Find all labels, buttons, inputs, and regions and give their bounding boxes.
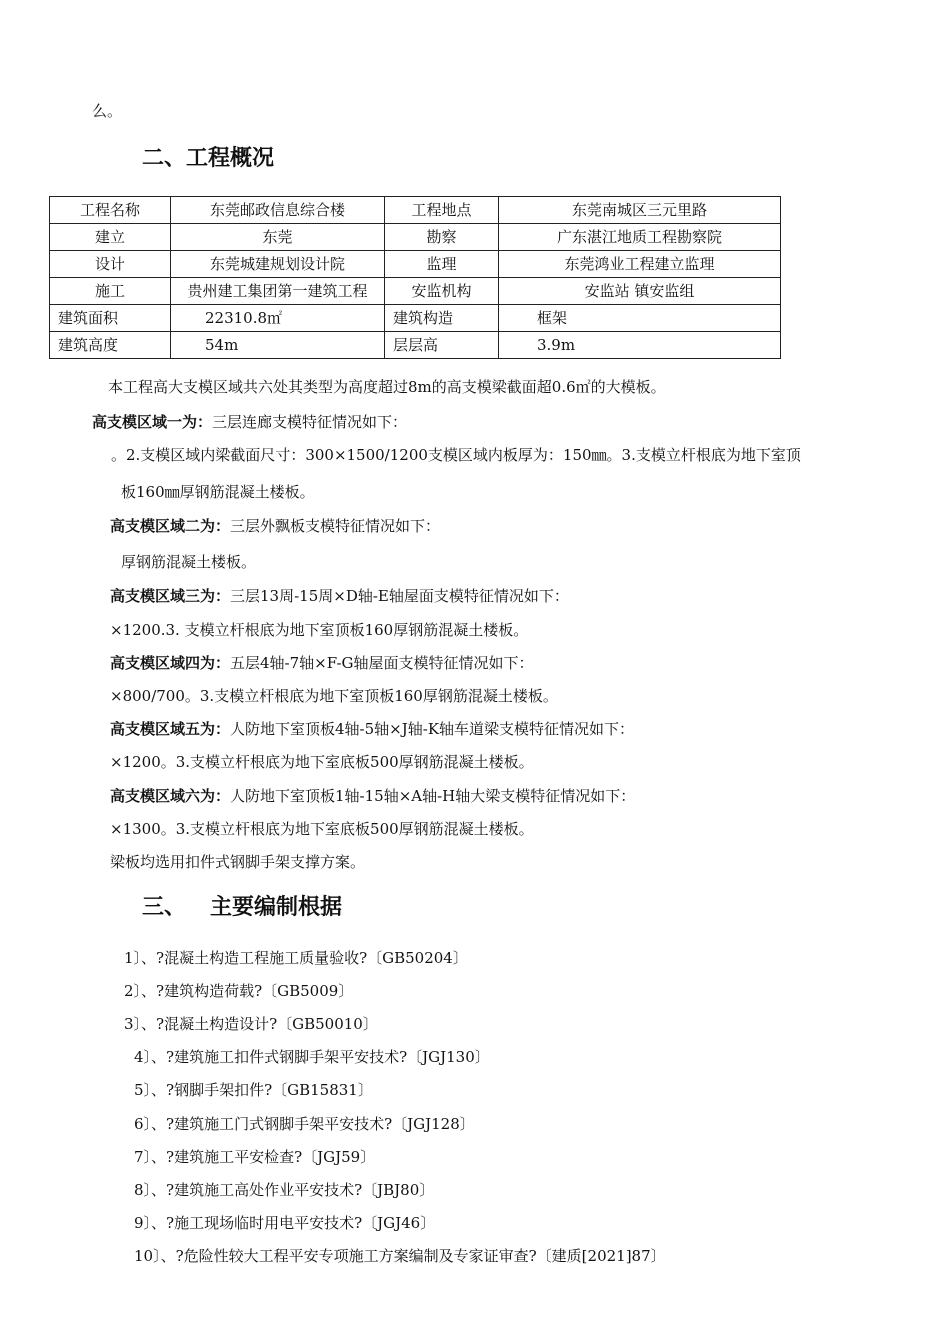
- area-5-line: [110, 719, 634, 739]
- reference-item: 6〕、?建筑施工门式钢脚手架平安技术?〔JGJ128〕: [134, 1115, 475, 1133]
- table-cell-value: 安监站 镇安监组: [499, 278, 781, 305]
- area-5-detail: ×1200。3.支模立杆根底为地下室底板500厚钢筋混凝土楼板。: [110, 753, 534, 771]
- area-3-line: [110, 586, 569, 606]
- table-row: [50, 278, 781, 305]
- table-row: [50, 197, 781, 224]
- table-cell-label: 施工: [50, 278, 171, 305]
- table-cell-value: 框架: [499, 305, 781, 332]
- table-row: [50, 332, 781, 359]
- reference-item: 9〕、?施工现场临时用电平安技术?〔JGJ46〕: [134, 1214, 436, 1232]
- area-3-detail: ×1200.3. 支模立杆根底为地下室顶板160厚钢筋混凝土楼板。: [110, 621, 529, 639]
- table-cell-label: 建筑面积: [50, 305, 171, 332]
- table-cell-label: 工程名称: [50, 197, 171, 224]
- reference-item: 2〕、?建筑构造荷载?〔GB5009〕: [124, 982, 354, 1000]
- section-heading-references: [142, 894, 342, 922]
- section-heading-number: 三、: [142, 895, 187, 920]
- continued-text-fragment: 么。: [92, 102, 123, 120]
- project-overview-table: [49, 196, 781, 359]
- table-cell-value: 东莞南城区三元里路: [499, 197, 781, 224]
- overview-intro: 本工程高大支模区域共六处其类型为高度超过8m的高支模梁截面超0.6㎡的大模板。: [108, 378, 666, 396]
- table-row: [50, 305, 781, 332]
- table-cell-label: 工程地点: [385, 197, 499, 224]
- reference-item: 1〕、?混凝土构造工程施工质量验收?〔GB50204〕: [124, 949, 468, 967]
- area-2-line: [110, 516, 440, 536]
- area-5-label: 高支模区域五为：: [110, 720, 231, 738]
- table-cell-value: 东莞鸿业工程建立监理: [499, 251, 781, 278]
- area-4-detail: ×800/700。3.支模立杆根底为地下室顶板160厚钢筋混凝土楼板。: [110, 687, 558, 705]
- area-1-detail: 。2.支模区域内梁截面尺寸：300×1500/1200支模区域内板厚为：150㎜。3.支模立杆根底为地下室顶: [111, 446, 801, 464]
- area-1-detail: 板160㎜厚钢筋混凝土楼板。: [121, 483, 315, 501]
- area-2-label: 高支模区域二为：: [110, 517, 231, 535]
- table-cell-label: 安监机构: [385, 278, 499, 305]
- reference-item: 7〕、?建筑施工平安检查?〔JGJ59〕: [134, 1148, 376, 1166]
- area-6-detail: ×1300。3.支模立杆根底为地下室底板500厚钢筋混凝土楼板。: [110, 820, 534, 838]
- area-1-text: 三层连廊支模特征情况如下：: [212, 413, 408, 431]
- table-cell-value: 东莞: [171, 224, 385, 251]
- table-cell-label: 建立: [50, 224, 171, 251]
- scheme-conclusion: 梁板均选用扣件式钢脚手架支撑方案。: [110, 853, 366, 871]
- area-6-line: [110, 786, 635, 806]
- table-row: [50, 224, 781, 251]
- table-cell-value: 22310.8㎡: [171, 305, 385, 332]
- table-cell-label: 设计: [50, 251, 171, 278]
- area-4-label: 高支模区域四为：: [110, 654, 231, 672]
- area-3-label: 高支模区域三为：: [110, 587, 231, 605]
- table-cell-value: 广东湛江地质工程勘察院: [499, 224, 781, 251]
- area-1-line: [92, 412, 407, 432]
- area-3-text: 三层13周-15周×D轴-E轴屋面支模特征情况如下：: [230, 587, 569, 605]
- table-cell-label: 建筑构造: [385, 305, 499, 332]
- reference-item: 4〕、?建筑施工扣件式钢脚手架平安技术?〔JGJ130〕: [134, 1048, 490, 1066]
- table-cell-value: 贵州建工集团第一建筑工程: [171, 278, 385, 305]
- table-cell-value: 3.9m: [499, 332, 781, 359]
- table-row: [50, 251, 781, 278]
- table-cell-label: 勘察: [385, 224, 499, 251]
- area-2-detail: 厚钢筋混凝土楼板。: [121, 553, 257, 571]
- table-cell-label: 层层高: [385, 332, 499, 359]
- table-cell-value: 54m: [171, 332, 385, 359]
- section-heading-project-overview: 二、工程概况: [142, 146, 275, 171]
- reference-item: 8〕、?建筑施工高处作业平安技术?〔JBJ80〕: [134, 1181, 435, 1199]
- section-heading-title: 主要编制根据: [210, 895, 343, 920]
- area-6-text: 人防地下室顶板1轴-15轴×A轴-H轴大梁支模特征情况如下：: [230, 787, 636, 805]
- area-5-text: 人防地下室顶板4轴-5轴×J轴-K轴车道梁支模特征情况如下：: [230, 720, 635, 738]
- reference-item: 5〕、?钢脚手架扣件?〔GB15831〕: [134, 1081, 373, 1099]
- reference-item: 10〕、?危险性较大工程平安专项施工方案编制及专家证审查?〔建质[2021]87〕: [134, 1247, 666, 1265]
- area-1-label: 高支模区域一为：: [92, 413, 213, 431]
- area-4-line: [110, 653, 534, 673]
- table-cell-label: 建筑高度: [50, 332, 171, 359]
- area-6-label: 高支模区域六为：: [110, 787, 231, 805]
- area-2-text: 三层外飘板支模特征情况如下：: [230, 517, 441, 535]
- area-4-text: 五层4轴-7轴×F-G轴屋面支模特征情况如下：: [230, 654, 534, 672]
- table-cell-label: 监理: [385, 251, 499, 278]
- reference-item: 3〕、?混凝土构造设计?〔GB50010〕: [124, 1015, 378, 1033]
- table-cell-value: 东莞城建规划设计院: [171, 251, 385, 278]
- table-cell-value: 东莞邮政信息综合楼: [171, 197, 385, 224]
